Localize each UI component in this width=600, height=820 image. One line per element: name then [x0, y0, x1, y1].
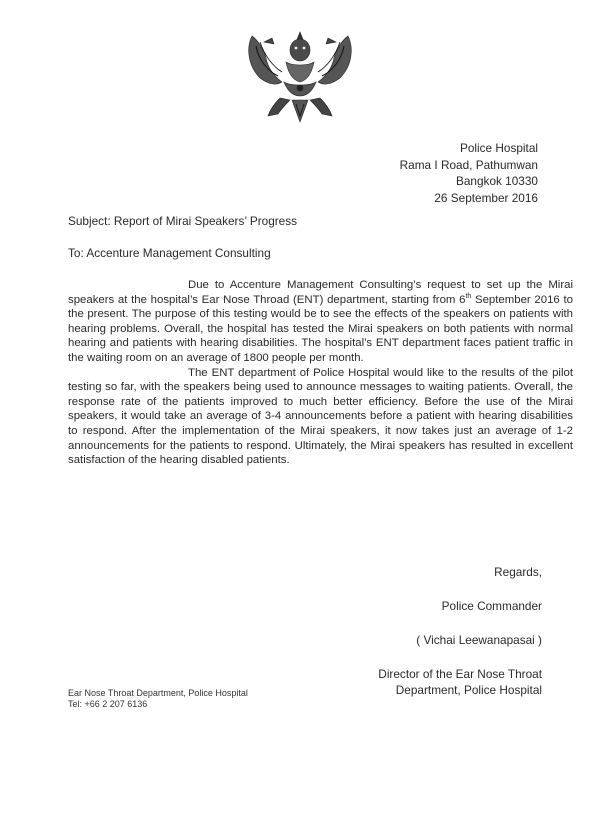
address-line: Rama I Road, Pathumwan	[399, 157, 538, 172]
signer-name: ( Vichai Leewanapasai )	[416, 633, 542, 647]
address-line: Bangkok 10330	[456, 174, 538, 188]
subject-line: Subject: Report of Mirai Speakers’ Progress	[68, 214, 298, 228]
footer-phone: Tel: +66 2 207 6136	[68, 699, 148, 709]
letter-footer	[68, 688, 248, 710]
footer-department: Ear Nose Throat Department, Police Hospital	[68, 688, 248, 698]
address-line: Police Hospital	[459, 141, 538, 155]
garuda-emblem-icon	[244, 26, 356, 124]
paragraph-2: The ENT department of Police Hospital would like to the results of the pilot testing so far, with the speakers being used to announce messages to waiting patients. Overall, the response rate of the patients improved to much better efficiency. Before the use of the Mirai speakers, it would take an average of 3-4 announcements before a patient with hearing disabilities to respond. After the implementation of the Mirai speakers, it now takes just an average of 1-2 announcements for the patients to respond. Ultimately, the Mirai speakers has resulted in excellent satisfaction of the hearing disabled patients.	[68, 366, 573, 467]
signer-rank: Police Commander	[441, 599, 542, 613]
signature-block	[378, 564, 542, 698]
closing-regards: Regards,	[494, 565, 542, 579]
signer-title-line-2: Department, Police Hospital	[395, 683, 542, 697]
letter-date: 26 September 2016	[434, 190, 538, 205]
ordinal-suffix: th	[465, 292, 472, 300]
recipient-line: To: Accenture Management Consulting	[68, 246, 271, 260]
sender-address	[400, 140, 538, 206]
paragraph-1-text-a: Due to Accenture Management Consulting’s request to set up the Mirai speakers at the hospital’s Ear Nose Throad (ENT) department, starting from 6	[68, 279, 573, 306]
letter-body	[68, 278, 573, 468]
paragraph-1-text-b: September 2016 to the present. The purpose of this testing would be to see the effects of the speakers on patients with hearing problems. Overall, the hospital has tested the Mirai speakers on both patients with normal hearing and patients with hearing disabilities. The hospital’s ENT department faces patient traffic in the waiting room on an average of 1800 people per month.	[68, 293, 573, 364]
signer-title-line-1: Director of the Ear Nose Throat	[378, 667, 542, 681]
paragraph-1	[68, 278, 573, 366]
